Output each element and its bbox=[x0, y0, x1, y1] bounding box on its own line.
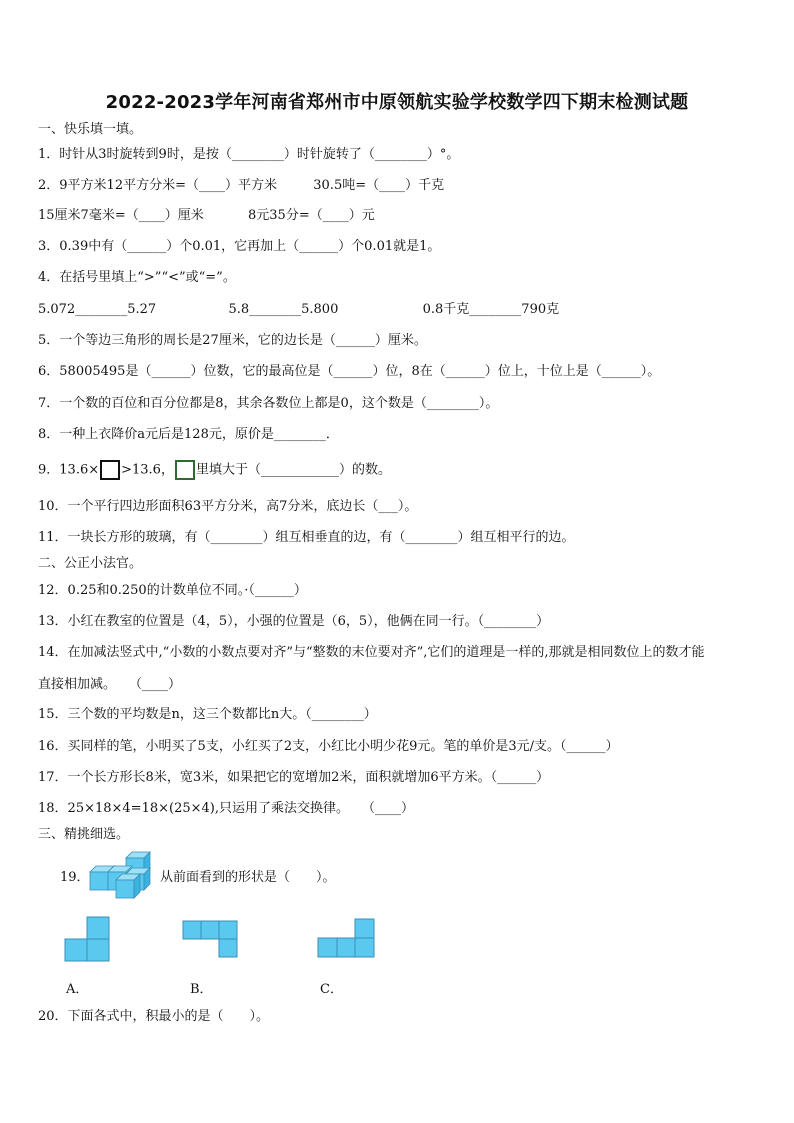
answer-box-reference bbox=[175, 460, 195, 480]
question-9b: >13.6， bbox=[121, 462, 174, 478]
question-3: 3．0.39中有（______）个0.01，它再加上（______）个0.01就是1。 bbox=[38, 239, 441, 254]
question-2d: 8元35分=（____）元 bbox=[248, 208, 375, 223]
question-4c: 0.8千克________790克 bbox=[422, 302, 560, 317]
question-2c: 15厘米7毫米=（____）厘米 bbox=[38, 208, 204, 223]
option-c-label: C． bbox=[320, 982, 343, 997]
cube-stack-figure bbox=[88, 850, 156, 900]
question-4b: 5.8________5.800 bbox=[228, 302, 339, 317]
question-2-row2 bbox=[38, 207, 375, 225]
question-10: 10．一个平行四边形面积63平方分米，高7分米，底边长（___）。 bbox=[38, 499, 418, 514]
question-9a: 9．13.6× bbox=[38, 462, 100, 478]
question-1: 1．时针从3时旋转到9时，是按（________）时针旋转了（________）°。 bbox=[38, 147, 460, 162]
option-a-label: A． bbox=[66, 982, 89, 997]
question-6: 6．58005495是（______）位数，它的最高位是（______）位，8在（______）位上，十位上是（______）。 bbox=[38, 364, 661, 379]
option-b-label: B． bbox=[190, 982, 213, 997]
option-c-shape[interactable] bbox=[317, 918, 375, 958]
section-1-heading: 一、快乐填一填。 bbox=[38, 122, 143, 137]
question-18: 18．25×18×4=18×(25×4),只运用了乘法交换律。 （____） bbox=[38, 801, 414, 816]
question-12: 12．0.25和0.250的计数单位不同。·（______） bbox=[38, 583, 307, 598]
answer-box[interactable] bbox=[100, 460, 120, 480]
question-9c: 里填大于（____________）的数。 bbox=[195, 462, 391, 478]
question-7: 7．一个数的百位和百分位都是8，其余各数位上都是0，这个数是（________）。 bbox=[38, 396, 499, 411]
question-2a: 2．9平方米12平方分米=（____）平方米 bbox=[38, 178, 277, 193]
section-3-heading: 三、精挑细选。 bbox=[38, 827, 130, 842]
section-2-heading: 二、公正小法官。 bbox=[38, 556, 143, 571]
option-b-shape[interactable] bbox=[182, 920, 238, 958]
question-4a: 5.072________5.27 bbox=[38, 302, 157, 317]
question-2b: 30.5吨=（____）千克 bbox=[313, 178, 445, 193]
question-4: 4．在括号里填上“>”“<”或“=”。 bbox=[38, 270, 236, 285]
question-17: 17．一个长方形长8米，宽3米，如果把它的宽增加2米，面积就增加6平方米。（______） bbox=[38, 770, 550, 785]
question-14-line1: 14．在加减法竖式中,“小数的小数点要对齐”与“整数的末位要对齐”,它们的道理是一样的,那就是相同数位上的数才能 bbox=[38, 645, 705, 660]
question-19: 从前面看到的形状是（ ）。 bbox=[160, 870, 336, 885]
question-11: 11．一块长方形的玻璃，有（________）组互相垂直的边，有（________）组互相平行的边。 bbox=[38, 530, 575, 545]
question-13: 13．小红在教室的位置是（4，5），小强的位置是（6，5），他俩在同一行。（________） bbox=[38, 614, 550, 629]
question-16: 16．买同样的笔，小明买了5支，小红买了2支，小红比小明少花9元。笔的单价是3元/支。（______） bbox=[38, 739, 619, 754]
question-15: 15．三个数的平均数是n，这三个数都比n大。（________） bbox=[38, 707, 377, 722]
question-20: 20．下面各式中，积最小的是（ ）。 bbox=[38, 1009, 270, 1024]
question-14-line2: 直接相加减。 （____） bbox=[38, 677, 182, 692]
question-5: 5．一个等边三角形的周长是27厘米，它的边长是（______）厘米。 bbox=[38, 333, 427, 348]
option-a-shape[interactable] bbox=[64, 916, 110, 962]
question-2 bbox=[38, 177, 444, 195]
question-4-items bbox=[38, 301, 559, 319]
question-19-number: 19． bbox=[60, 870, 90, 885]
question-8: 8．一种上衣降价a元后是128元，原价是________． bbox=[38, 427, 339, 442]
page-title: 2022-2023学年河南省郑州市中原领航实验学校数学四下期末检测试题 bbox=[105, 92, 689, 113]
question-9 bbox=[38, 460, 391, 480]
